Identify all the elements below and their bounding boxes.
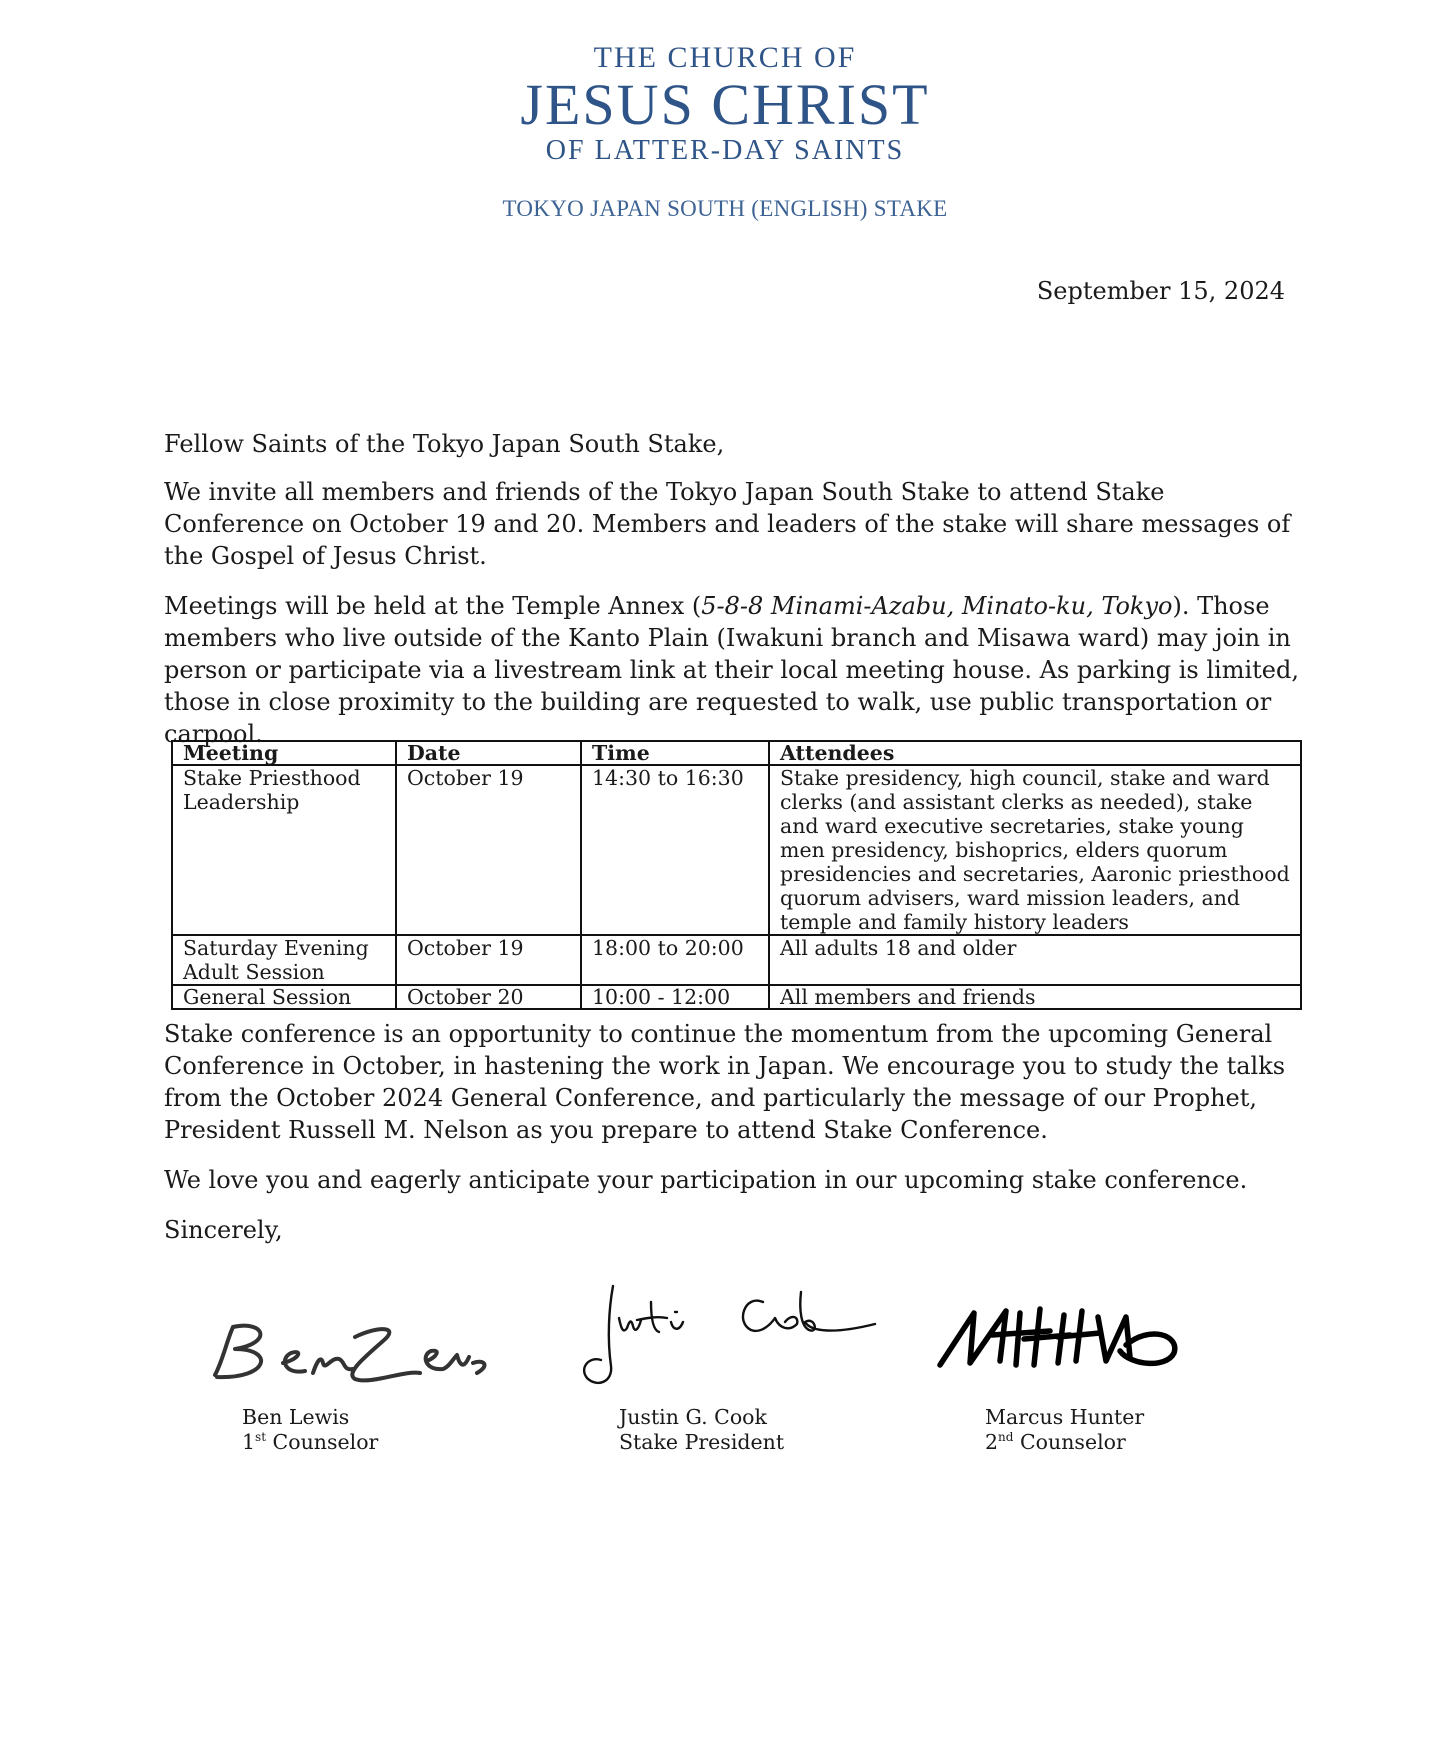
table-row (172, 985, 1301, 1009)
schedule-table (171, 740, 1302, 1010)
closing: Sincerely, (164, 1216, 283, 1244)
address: 5-8-8 Minami-Azabu, Minato-ku, Tokyo (701, 592, 1173, 620)
location-paragraph (164, 590, 1309, 750)
logo-line-2: JESUS CHRIST (520, 72, 930, 137)
header-meeting: Meeting (172, 741, 396, 765)
letter-body (164, 428, 1309, 768)
salutation: Fellow Saints of the Tokyo Japan South Stake, (164, 430, 725, 458)
conference-paragraph: Stake conference is an opportunity to continue the momentum from the upcoming General Conference in October, in hastening the work in Japan. We encourage you to study the talks from the October 2024 General Conference, and particularly the message of our Prophet, President Russell M. Nelson as you prepare to attend Stake Conference. (164, 1020, 1286, 1144)
signature-ben-lewis (205, 1315, 495, 1395)
signer-title: Stake President (619, 1430, 785, 1454)
date-cell: October 19 (396, 765, 581, 935)
signer-justin-cook (619, 1405, 784, 1455)
signer-name: Justin G. Cook (619, 1405, 767, 1429)
stake-name: TOKYO JAPAN SOUTH (ENGLISH) STAKE (502, 196, 948, 221)
location-text-before: Meetings will be held at the Temple Annex ( (164, 592, 702, 620)
signer-marcus-hunter (985, 1405, 1144, 1455)
signer-name: Ben Lewis (242, 1405, 350, 1429)
date-cell: October 19 (396, 935, 581, 985)
signature-marcus-hunter (930, 1295, 1190, 1385)
logo-line-1: THE CHURCH OF (593, 41, 857, 74)
date-cell: October 20 (396, 985, 581, 1009)
meeting-cell: Saturday Evening Adult Session (172, 935, 396, 985)
church-logo (0, 40, 1450, 168)
signer-title (242, 1430, 378, 1455)
signer-ben-lewis (242, 1405, 378, 1455)
table-row (172, 935, 1301, 985)
meeting-cell: General Session (172, 985, 396, 1009)
signature-justin-cook (575, 1278, 885, 1388)
title-number: 2 (985, 1430, 999, 1454)
title-text: Counselor (266, 1430, 379, 1454)
header-date: Date (396, 741, 581, 765)
title-ordinal: nd (998, 1430, 1014, 1445)
love-paragraph: We love you and eagerly anticipate your participation in our upcoming stake conference. (164, 1166, 1248, 1194)
title-number: 1 (242, 1430, 256, 1454)
letter-date: September 15, 2024 (1036, 277, 1285, 305)
attendees-cell: Stake presidency, high council, stake and ward clerks (and assistant clerks as needed), stake and ward executive secretaries, stake young men presidency, bishoprics, elders quorum presidencies and secretaries, Aaronic priesthood quorum advisers, ward mission leaders, and temple and family history leaders (769, 765, 1301, 935)
letter-closing (164, 1018, 1309, 1264)
table-header-row (172, 741, 1301, 765)
meeting-cell: Stake Priesthood Leadership (172, 765, 396, 935)
time-cell: 14:30 to 16:30 (581, 765, 769, 935)
table-row (172, 765, 1301, 935)
location-text-after: ). Those members who live outside of the Kanto Plain (Iwakuni branch and Misawa ward) may join in person or participate via a livestream link at their local meeting house. As parking is limited, those in close proximity to the building are requested to walk, use public transportation or carpool. (164, 592, 1299, 748)
time-cell: 10:00 - 12:00 (581, 985, 769, 1009)
signatures (0, 1280, 1450, 1400)
signer-name: Marcus Hunter (985, 1405, 1145, 1429)
title-text: Counselor (1013, 1430, 1126, 1454)
attendees-cell: All adults 18 and older (769, 935, 1301, 985)
header-attendees: Attendees (769, 741, 1301, 765)
header-time: Time (581, 741, 769, 765)
signer-title (985, 1430, 1144, 1455)
logo-line-3: OF LATTER-DAY SAINTS (545, 135, 905, 166)
invitation-paragraph: We invite all members and friends of the Tokyo Japan South Stake to attend Stake Conference on October 19 and 20. Members and leaders of the stake will share messages of the Gospel of Jesus Christ. (164, 478, 1291, 570)
attendees-cell: All members and friends (769, 985, 1301, 1009)
title-ordinal: st (255, 1430, 267, 1445)
time-cell: 18:00 to 20:00 (581, 935, 769, 985)
